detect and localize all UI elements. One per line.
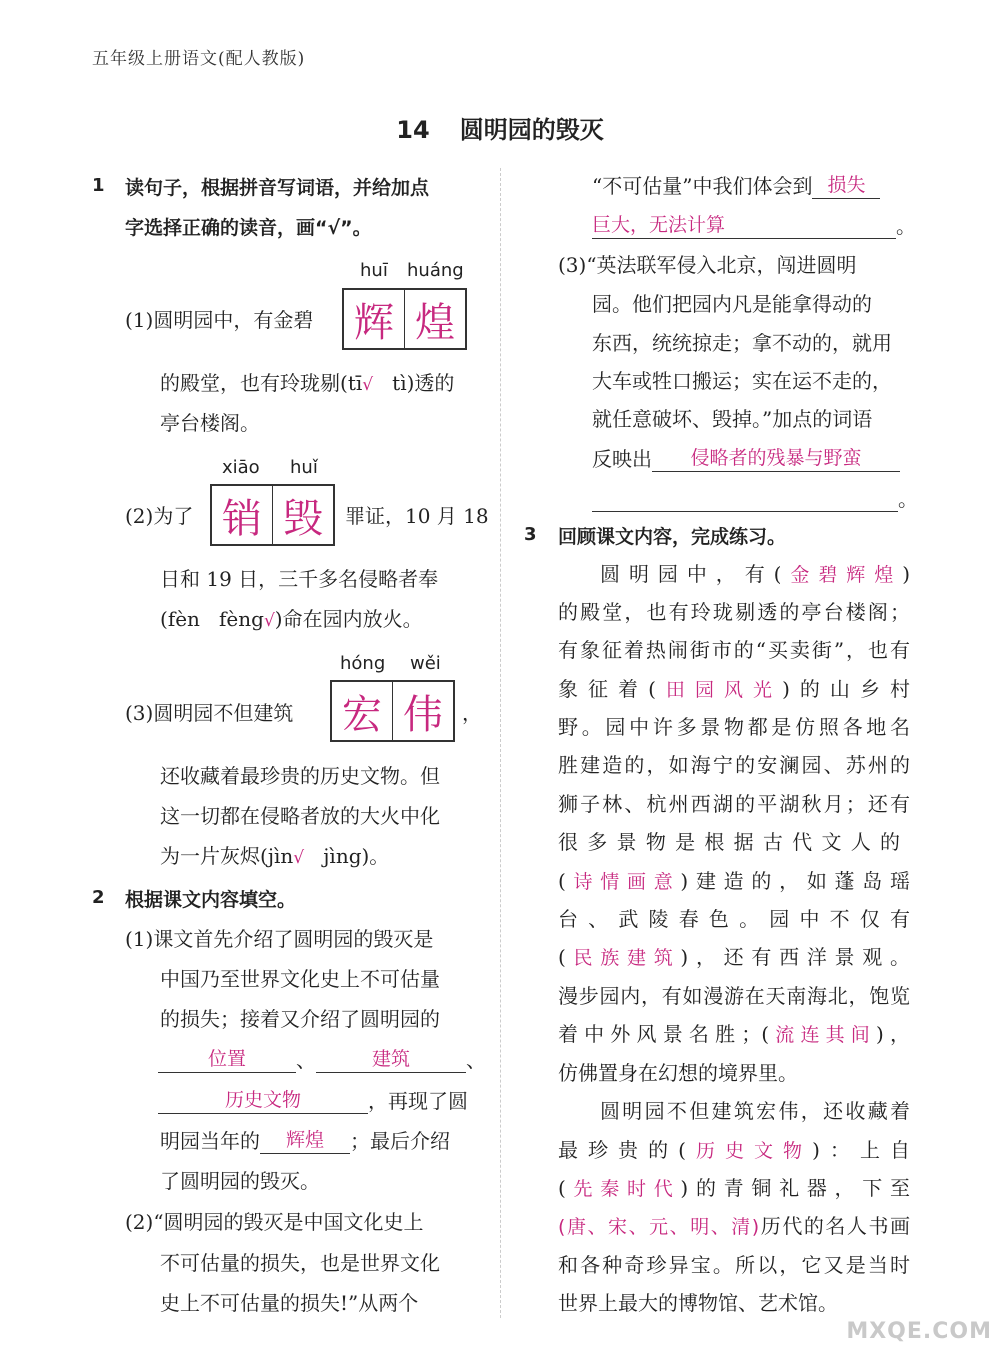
- answer[interactable]: 流连其间: [769, 1024, 876, 1046]
- pinyin-xiao: xiāo: [222, 457, 260, 478]
- answer-blank[interactable]: 建筑: [316, 1046, 466, 1073]
- q3-number: 3: [524, 524, 537, 545]
- char-cell: 宏: [342, 691, 382, 738]
- answer-blank[interactable]: 位置: [158, 1046, 296, 1073]
- option-ti1[interactable]: tī: [347, 371, 363, 395]
- text: 着中外风景名胜；(: [558, 1022, 770, 1046]
- answer[interactable]: (唐、宋、元、明、清): [558, 1216, 760, 1238]
- answer[interactable]: 田园风光: [655, 679, 783, 701]
- check-mark: √: [263, 611, 275, 631]
- q1-s2-after: 罪证，10 月 18: [345, 504, 489, 528]
- text: 很多景物是根据古代文人的: [558, 830, 900, 854]
- q1-s1-label: (1)圆明园中，有金碧: [125, 308, 314, 332]
- pinyin-hong: hóng: [340, 653, 386, 674]
- option-jing[interactable]: jìng: [323, 844, 362, 868]
- pinyin-hui: huī: [360, 260, 388, 281]
- lesson-number: 14: [396, 116, 430, 144]
- text: 最珍贵的(: [558, 1138, 686, 1162]
- text: )。: [361, 844, 390, 868]
- q3-line14: 仿佛置身在幻想的境界里。: [558, 1061, 798, 1085]
- q2-p1-line6: [160, 1127, 450, 1154]
- answer[interactable]: 民族建筑: [565, 947, 681, 969]
- q3-line15: [600, 1098, 910, 1124]
- q3-line11: [558, 944, 910, 971]
- q1-s3-line2: 还收藏着最珍贵的历史文物。但: [160, 764, 440, 788]
- text: 的殿堂，也有玲珑剔(: [160, 371, 348, 395]
- text: ): [902, 562, 910, 586]
- text: ；最后介绍: [350, 1129, 450, 1153]
- text: 反映出: [592, 447, 652, 471]
- text: 象征着(: [558, 677, 656, 701]
- q2-p3-line5: 就任意破坏、毁掉。”加点的词语: [592, 407, 873, 431]
- text: [558, 676, 910, 703]
- text: 的殿堂，也有玲珑剔透的亭台楼阁；: [558, 600, 910, 624]
- option-ti4[interactable]: tì: [392, 371, 407, 395]
- text: )，还有西洋景观。: [680, 945, 910, 969]
- q3-instruction: 回顾课文内容，完成练习。: [558, 526, 787, 548]
- q3-line3: [558, 637, 910, 663]
- q2-p3-line3: 东西，统统掠走；拿不动的，就用: [592, 331, 892, 355]
- q3-line18: [558, 1213, 910, 1240]
- text: (: [558, 945, 566, 969]
- text: [558, 868, 910, 895]
- q1-s2-line2: 日和 19 日，三千多名侵略者奉: [160, 567, 439, 591]
- q2-instruction: 根据课文内容填空。: [125, 889, 297, 911]
- text: [600, 561, 910, 588]
- q3-line1: [600, 561, 910, 588]
- q2-p2-line2: 不可估量的损失，也是世界文化: [160, 1251, 440, 1275]
- text: 和各种奇珍异宝。所以，它又是当时: [558, 1253, 910, 1277]
- answer[interactable]: 诗情画意: [565, 871, 681, 893]
- text: (: [160, 607, 168, 631]
- q2-p1-line3: 的损失；接着又介绍了圆明园的: [160, 1007, 440, 1031]
- q2-p2-line1: (2)“圆明园的毁灭是中国文化史上: [125, 1210, 424, 1234]
- q2-p2-line5: [592, 212, 916, 239]
- q2-p3-line1: (3)“英法联军侵入北京，闯进圆明: [558, 253, 857, 277]
- text: 野。园中许多景物都是仿照各地名: [558, 715, 910, 739]
- q3-line12: [558, 983, 910, 1009]
- char-cell: 伟: [392, 682, 453, 740]
- text: 漫步园内，有如漫游在天南海北，饱览: [558, 984, 910, 1008]
- q2-number: 2: [92, 887, 105, 908]
- q2-p3-line7: [592, 485, 918, 512]
- q3-line4: [558, 676, 910, 703]
- q1-s3-line4: [160, 843, 389, 871]
- q3-line16: [558, 1137, 910, 1164]
- text: )建造的，如蓬岛瑶: [680, 869, 910, 893]
- q1-instruction-line2: 字选择正确的读音，画“√”。: [125, 217, 372, 239]
- answer-blank[interactable]: 巨大，无法计算: [592, 212, 896, 239]
- q1-instruction-line1: 读句子，根据拼音写词语，并给加点: [125, 177, 430, 199]
- text: “不可估量”中我们体会到: [592, 174, 813, 198]
- q1-s2-line3: [160, 606, 423, 634]
- q2-p1-line2: 中国乃至世界文化史上不可估量: [160, 967, 440, 991]
- q2-p3-line4: 大车或牲口搬运；实在运不走的，: [592, 369, 892, 393]
- char-cell: 煌: [404, 290, 465, 348]
- text: ，再现了圆: [368, 1089, 468, 1113]
- text: )命在园内放火。: [274, 607, 423, 631]
- q1-s2-label: (2)为了: [125, 504, 194, 528]
- char-cell: 毁: [272, 486, 333, 544]
- q3-line13: [558, 1021, 910, 1048]
- char-box-hongwei: [330, 680, 455, 742]
- q1-s3-label: (3)圆明园不但建筑: [125, 701, 294, 725]
- q3-line10: [558, 906, 910, 932]
- text: 台、武陵春色。园中不仅有: [558, 907, 910, 931]
- q1-s1-line2: [160, 370, 454, 398]
- text: 、: [296, 1048, 316, 1072]
- option-fen[interactable]: fèn: [167, 607, 200, 631]
- text: [558, 944, 910, 971]
- text: )，: [876, 1022, 910, 1046]
- text: [558, 1175, 910, 1202]
- q2-p2-line3: 史上不可估量的损失!”从两个: [160, 1291, 419, 1315]
- text: 明园当年的: [160, 1129, 260, 1153]
- text: [558, 1137, 910, 1164]
- q1-s3-line3: 这一切都在侵略者放的大火中化: [160, 804, 440, 828]
- text: 、: [466, 1048, 486, 1072]
- q3-line9: [558, 868, 910, 895]
- answer-blank[interactable]: 侵略者的残暴与野蛮: [652, 445, 900, 472]
- q2-p2-line4: [592, 172, 880, 199]
- q2-p1-line4: [158, 1046, 486, 1073]
- page-header: 五年级上册语文(配人教版): [92, 49, 306, 69]
- column-divider: [500, 168, 501, 1318]
- text: )的山乡村: [782, 677, 910, 701]
- text: (: [558, 869, 566, 893]
- text: )：上自: [812, 1138, 910, 1162]
- text: 有象征着热闹街市的“买卖街”，也有: [558, 638, 910, 662]
- answer-blank[interactable]: 辉煌: [260, 1127, 350, 1154]
- q2-p1-line1: (1)课文首先介绍了圆明园的毁灭是: [125, 927, 434, 951]
- text: [558, 1213, 910, 1240]
- q1-s3-after: ，: [462, 701, 482, 725]
- pinyin-wei: wěi: [410, 653, 441, 674]
- q1-s1-line3: 亭台楼阁。: [160, 411, 260, 435]
- char-box-huihuang: [342, 288, 467, 350]
- answer-blank-extension[interactable]: [592, 485, 898, 512]
- answer-blank[interactable]: 损失: [812, 172, 880, 199]
- option-feng[interactable]: fèng: [219, 607, 264, 631]
- text: 圆明园中，有(: [600, 562, 782, 586]
- q3-line8: [558, 829, 900, 855]
- option-jin[interactable]: jìn: [267, 844, 294, 868]
- text: )的青铜礼器，下至: [680, 1176, 910, 1200]
- text: [558, 1021, 910, 1048]
- q3-line6: [558, 752, 910, 778]
- q1-number: 1: [92, 175, 105, 196]
- check-mark: √: [362, 375, 374, 395]
- text: 为一片灰烬(: [160, 844, 268, 868]
- q2-p3-line6: [592, 445, 900, 472]
- pinyin-hui3: huǐ: [290, 457, 318, 478]
- text: (: [558, 1176, 566, 1200]
- text: 圆明园不但建筑宏伟，还收藏着: [600, 1099, 910, 1123]
- q3-line2: [558, 599, 910, 625]
- char-box-xiaohui: [210, 484, 335, 546]
- q2-p3-line2: 园。他们把园内凡是能拿得动的: [592, 292, 872, 316]
- text: )透的: [406, 371, 455, 395]
- lesson-name: 圆明园的毁灭: [459, 116, 604, 144]
- lesson-title: [0, 110, 1000, 145]
- q3-line7: [558, 791, 910, 817]
- text: 。: [896, 214, 916, 238]
- check-mark: √: [293, 848, 305, 868]
- text: 胜建造的，如海宁的安澜园、苏州的: [558, 753, 910, 777]
- answer-blank[interactable]: 历史文物: [158, 1087, 368, 1114]
- char-cell: 销: [222, 495, 262, 542]
- answer[interactable]: 先秦时代: [565, 1178, 681, 1200]
- answer[interactable]: 金碧辉煌: [781, 564, 903, 586]
- q2-p1-line5: [158, 1087, 468, 1114]
- q3-line17: [558, 1175, 910, 1202]
- text: 狮子林、杭州西湖的平湖秋月；还有: [558, 792, 910, 816]
- text: 。: [898, 487, 918, 511]
- answer[interactable]: 历史文物: [685, 1140, 813, 1162]
- q2-p1-line7: 了圆明园的毁灭。: [160, 1169, 320, 1193]
- q3-line19: [558, 1252, 910, 1278]
- watermark-text: MXQE.COM: [846, 1319, 992, 1344]
- q3-line5: [558, 714, 910, 740]
- pinyin-huang: huáng: [407, 260, 464, 281]
- text: 历代的名人书画: [759, 1214, 911, 1238]
- char-cell: 辉: [354, 299, 394, 346]
- q3-line20: 世界上最大的博物馆、艺术馆。: [558, 1291, 838, 1315]
